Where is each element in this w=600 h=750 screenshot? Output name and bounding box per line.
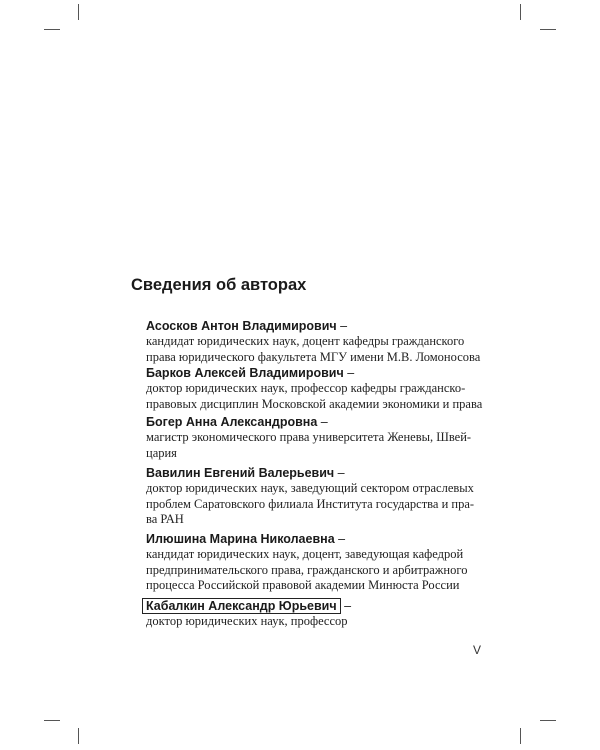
author-description: магистр экономического права университета Женевы, Швей- цария bbox=[146, 430, 472, 460]
author-name: Богер Анна Александровна – bbox=[146, 415, 328, 429]
crop-mark bbox=[520, 728, 521, 744]
author-entry bbox=[146, 465, 496, 528]
crop-mark bbox=[78, 728, 79, 744]
author-name: Вавилин Евгений Валерьевич – bbox=[146, 466, 345, 480]
page-number: V bbox=[473, 643, 482, 657]
highlighted-name-box: Кабалкин Александр Юрьевич bbox=[142, 598, 341, 614]
author-description: кандидат юридических наук, доцент, заведующая кафедрой предпринимательского права, гражданского и арбитражного процесса Российской правовой академии Минюста России bbox=[146, 547, 468, 592]
author-name: Асосков Антон Владимирович – bbox=[146, 319, 348, 333]
author-name: Кабалкин Александр Юрьевич – bbox=[146, 598, 496, 614]
author-description: доктор юридических наук, профессор кафедры гражданско- правовых дисциплин Московской академии экономики и права bbox=[146, 381, 483, 411]
crop-mark bbox=[520, 4, 521, 20]
author-name: Илюшина Марина Николаевна – bbox=[146, 532, 346, 546]
author-entry bbox=[146, 531, 496, 594]
author-name: Барков Алексей Владимирович – bbox=[146, 366, 355, 380]
crop-mark bbox=[44, 720, 60, 721]
crop-mark bbox=[540, 29, 556, 30]
crop-mark bbox=[78, 4, 79, 20]
author-entry bbox=[146, 414, 496, 461]
author-description: доктор юридических наук, заведующий сектором отраслевых проблем Саратовского филиала Института государства и пра- ва РАН bbox=[146, 481, 475, 526]
crop-mark bbox=[44, 29, 60, 30]
author-entry bbox=[146, 318, 496, 365]
author-entry bbox=[146, 365, 496, 412]
author-description: кандидат юридических наук, доцент кафедры гражданского права юридического факультета МГУ имени М.В. Ломоносова bbox=[146, 334, 481, 364]
page-title: Сведения об авторах bbox=[131, 276, 307, 294]
author-description: доктор юридических наук, профессор bbox=[146, 614, 348, 628]
author-entry bbox=[146, 598, 496, 630]
crop-mark bbox=[540, 720, 556, 721]
